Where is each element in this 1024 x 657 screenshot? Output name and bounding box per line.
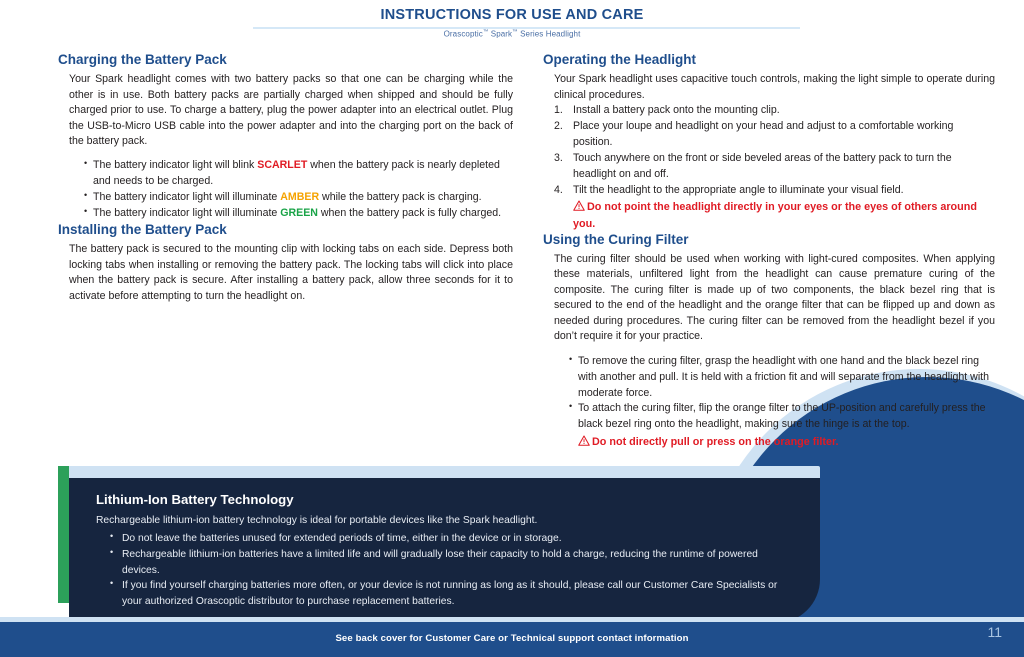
- page-header: [0, 0, 1024, 39]
- bullet-text-post: when the battery pack is nearly depleted and needs to be charged.: [93, 159, 500, 188]
- list-item: • Do not leave the batteries unused for extended periods of time, either in the device or in storage.: [110, 531, 794, 547]
- page-footer: [0, 622, 1024, 657]
- charging-paragraph: Your Spark headlight comes with two battery packs so that one can be charging while the other is in use. Both battery packs are partially charged when shipped and should be fully charged prior to use. To charge a battery, plug the power adapter into an electrical outlet. Plug the USB-to-Micro USB cable into the power adapter and into the charging port on the back of the battery pack.: [69, 73, 513, 147]
- list-item: [84, 158, 513, 190]
- bullet-text-post: when the battery pack is fully charged.: [317, 207, 502, 220]
- step-text: Tilt the headlight to the appropriate angle to illuminate your visual field.: [573, 183, 904, 196]
- operating-paragraph: Your Spark headlight uses capacitive touch controls, making the light simple to operate during clinical procedures.: [554, 73, 995, 101]
- warning-operating-text: Do not point the headlight directly in your eyes or the eyes of others around you.: [573, 201, 977, 230]
- section-heading-operating: Operating the Headlight: [543, 52, 697, 67]
- callout-top-strip: [69, 466, 820, 478]
- left-column: [58, 52, 513, 304]
- list-item: [554, 183, 995, 232]
- keyword-amber: AMBER: [280, 191, 320, 204]
- page-subtitle: [0, 29, 1024, 39]
- list-item: • If you find yourself charging batteries more often, or your device is not running as long as it should, please call our Customer Care Specialists or your authorized Orascoptic distributor to purchase replacement batteries.: [110, 578, 794, 609]
- list-item: [84, 206, 513, 222]
- operating-step-list: [543, 103, 995, 232]
- header-divider: [253, 27, 800, 29]
- installing-paragraph: The battery pack is secured to the mounting clip with locking tabs on each side. Depress both locking tabs when installing or removing the battery pack. The locking tabs will click into place when the battery pack is secure. After installing a battery pack, allow three seconds for it to activate before attempting to turn the headlight on.: [69, 243, 513, 302]
- callout-box: [69, 478, 820, 623]
- warning-operating: [573, 199, 995, 231]
- bullet-text-pre: The battery indicator light will illuminate: [93, 207, 281, 220]
- right-column: [543, 52, 995, 450]
- subtitle-series: Series Headlight: [517, 29, 581, 39]
- warning-curing-text: Do not directly pull or press on the orange filter.: [592, 436, 839, 449]
- warning-triangle-icon: [573, 200, 585, 211]
- bullet-text: To attach the curing filter, flip the orange filter to the UP-position and carefully press the black bezel ring onto the headlight, making sure the hinge is at the top.: [578, 402, 986, 431]
- curing-paragraph: The curing filter should be used when working with light-cured composites. When applying these materials, unfiltered light from the headlight can cause premature curing of the composite. The curing filter is made up of two components, the black bezel ring that is secured to the end of the headlight and the orange filter that can be flipped up and down as needed during procedures. The curing filter can be removed from the headlight bezel if you don’t require it for your practice.: [554, 253, 995, 343]
- callout-lead-text: Rechargeable lithium-ion battery technology is ideal for portable devices like the Spark headlight.: [96, 514, 538, 526]
- keyword-scarlet: SCARLET: [257, 159, 308, 172]
- list-item: • To remove the curing filter, grasp the headlight with one hand and the black bezel ring with another and pull. It is held with a friction fit and will separate from the headlight with moderate force.: [569, 354, 995, 402]
- list-item: [84, 190, 513, 206]
- callout-bullet-list: [96, 531, 794, 609]
- subtitle-brand: Orascoptic: [443, 29, 483, 39]
- section-heading-curing: Using the Curing Filter: [543, 231, 689, 247]
- warning-curing: [578, 434, 995, 450]
- callout-heading: Lithium-Ion Battery Technology: [96, 492, 294, 507]
- bullet-text-post: while the battery pack is charging.: [319, 191, 482, 204]
- list-item: Place your loupe and headlight on your head and adjust to a comfortable working position.: [573, 119, 954, 148]
- callout-accent-bar: [58, 466, 69, 603]
- bullet-text-pre: The battery indicator light will blink: [93, 159, 258, 172]
- bullet-text-pre: The battery indicator light will illuminate: [93, 191, 281, 204]
- page-title: INSTRUCTIONS FOR USE AND CARE: [380, 7, 644, 23]
- list-item: • Rechargeable lithium-ion batteries have a limited life and will gradually lose their capacity to hold a charge, reducing the runtime of powered devices.: [110, 547, 794, 578]
- list-item: [569, 401, 995, 450]
- curing-bullet-list: [543, 354, 995, 451]
- charging-bullet-list: [58, 158, 513, 222]
- keyword-green: GREEN: [280, 207, 318, 220]
- section-heading-installing: Installing the Battery Pack: [58, 222, 227, 238]
- trademark-icon-2: ™: [512, 28, 518, 35]
- list-item: Install a battery pack onto the mounting clip.: [573, 104, 780, 117]
- page-number: 11: [987, 624, 1002, 640]
- trademark-icon-1: ™: [482, 28, 489, 35]
- section-heading-charging: Charging the Battery Pack: [58, 52, 227, 67]
- list-item: Touch anywhere on the front or side beveled areas of the battery pack to turn the headlight on and off.: [573, 151, 952, 180]
- warning-triangle-icon: [578, 435, 590, 446]
- subtitle-product: Spark: [488, 29, 513, 39]
- footer-text: See back cover for Customer Care or Technical support contact information: [335, 633, 689, 644]
